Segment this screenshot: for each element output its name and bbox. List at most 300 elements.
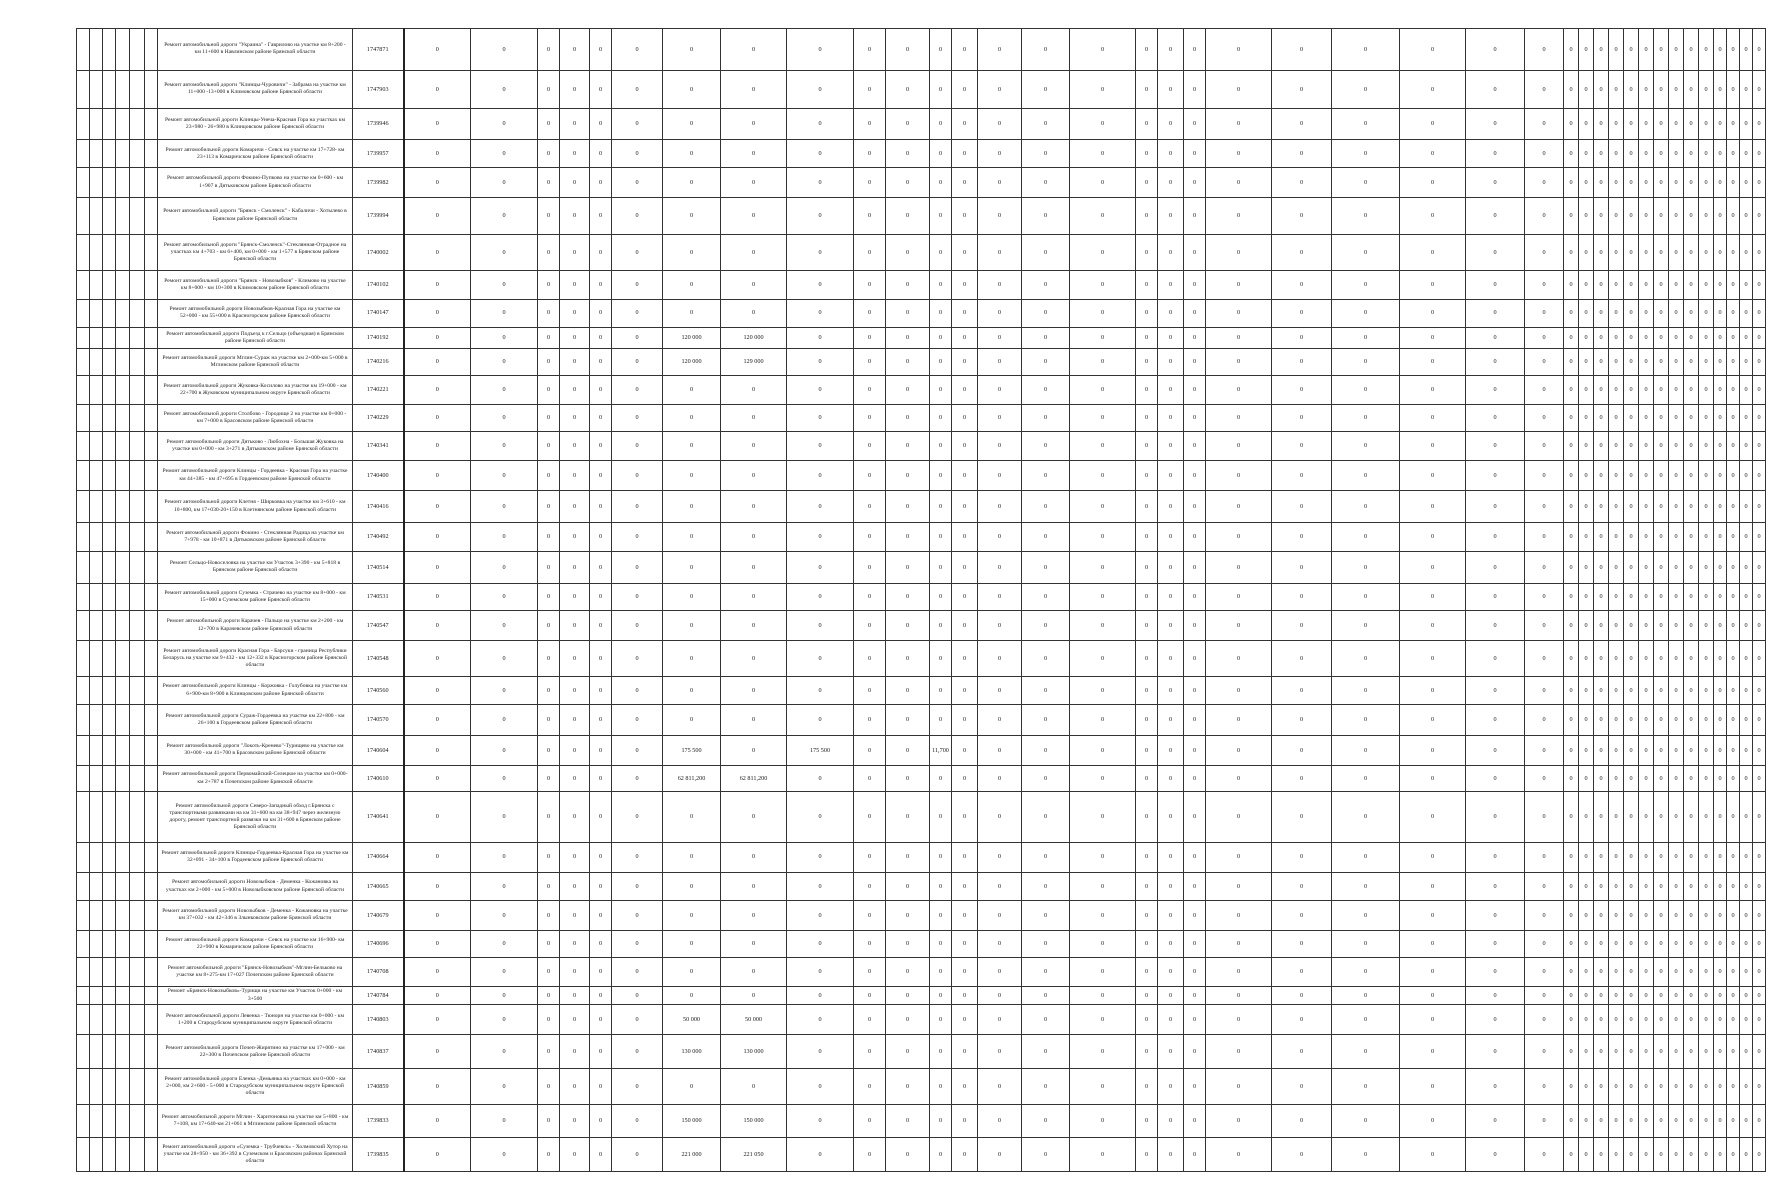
empty-cell [77,610,90,640]
value-cell: 0 [1206,735,1272,765]
value-cell: 0 [1206,197,1272,234]
empty-cell [77,431,90,460]
value-cell: 62 811,200 [663,766,721,792]
value-cell: 0 [1699,676,1714,704]
value-cell: 0 [978,1069,1022,1105]
value-cell: 0 [1753,168,1766,197]
value-cell: 0 [854,987,886,1005]
value-cell: 0 [1654,108,1669,139]
value-cell: 0 [1579,376,1594,405]
value-cell: 0 [404,957,471,986]
value-cell: 0 [1206,901,1272,930]
value-cell: 0 [1400,705,1466,735]
value-cell: 0 [1022,735,1070,765]
value-cell: 0 [1070,583,1136,610]
value-cell: 0 [1272,1104,1332,1138]
empty-cell [90,610,103,640]
value-cell: 0 [663,491,721,522]
value-cell: 0 [1609,234,1624,271]
table-row [77,431,1766,460]
value-cell: 0 [590,29,612,71]
value-cell: 0 [1158,1069,1184,1105]
value-cell: 0 [404,1104,471,1138]
value-cell: 0 [538,792,560,842]
value-cell: 0 [560,299,590,327]
empty-cell [116,1138,130,1172]
value-cell: 0 [471,583,538,610]
empty-cell [103,522,116,551]
value-cell: 0 [1525,552,1564,583]
value-cell: 0 [930,957,952,986]
value-cell: 0 [612,29,663,71]
value-cell: 0 [1564,583,1579,610]
value-cell: 0 [930,792,952,842]
value-cell: 0 [1609,405,1624,431]
value-cell: 0 [1400,987,1466,1005]
value-cell: 0 [404,29,471,71]
value-cell: 0 [663,197,721,234]
value-cell: 0 [1022,431,1070,460]
value-cell: 0 [952,376,978,405]
value-cell: 0 [404,327,471,348]
value-cell: 0 [1699,957,1714,986]
value-cell: 0 [978,1005,1022,1035]
value-cell: 0 [787,70,854,108]
empty-cell [130,641,145,677]
value-cell: 0 [1184,431,1206,460]
value-cell: 0 [1525,735,1564,765]
value-cell: 0 [1714,29,1727,71]
value-cell: 0 [1727,872,1740,900]
value-cell: 0 [1400,168,1466,197]
value-cell: 0 [560,327,590,348]
value-cell: 0 [1466,583,1525,610]
value-cell: 0 [612,901,663,930]
empty-cell [90,705,103,735]
value-cell: 0 [1714,522,1727,551]
empty-cell [116,930,130,957]
value-cell: 0 [1594,376,1609,405]
value-cell: 0 [854,1104,886,1138]
value-cell: 0 [1699,140,1714,168]
value-cell: 0 [1609,792,1624,842]
value-cell: 0 [1525,987,1564,1005]
value-cell: 0 [952,299,978,327]
empty-cell [145,583,158,610]
value-cell: 0 [1184,1035,1206,1069]
value-cell: 0 [1136,583,1158,610]
empty-cell [103,676,116,704]
road-description: Ремонт автомобильной дороги Клинцы-Гордеевка-Красная Гора на участке км 32+091 - 34+100 в Гордеевском районе Брянской области [158,842,353,872]
value-cell: 0 [471,930,538,957]
value-cell: 0 [1184,234,1206,271]
empty-cell [77,376,90,405]
empty-cell [130,271,145,299]
value-cell: 0 [1466,766,1525,792]
value-cell: 0 [886,1138,930,1172]
value-cell: 0 [404,1035,471,1069]
value-cell: 0 [1699,299,1714,327]
value-cell: 0 [1525,197,1564,234]
empty-cell [77,348,90,375]
value-cell: 0 [1609,522,1624,551]
object-code: 1740547 [353,610,404,640]
empty-cell [77,901,90,930]
value-cell: 0 [1624,641,1639,677]
value-cell: 0 [471,872,538,900]
empty-cell [77,705,90,735]
empty-cell [145,197,158,234]
empty-cell [130,197,145,234]
value-cell: 0 [1158,552,1184,583]
value-cell: 0 [663,376,721,405]
value-cell: 0 [1753,234,1766,271]
empty-cell [77,872,90,900]
value-cell: 0 [1699,1005,1714,1035]
value-cell: 0 [978,1035,1022,1069]
object-code: 1739946 [353,108,404,139]
value-cell: 0 [538,957,560,986]
value-cell: 0 [1136,460,1158,490]
value-cell: 0 [1714,610,1727,640]
empty-cell [103,1104,116,1138]
value-cell: 0 [1579,901,1594,930]
value-cell: 0 [978,901,1022,930]
value-cell: 0 [930,491,952,522]
empty-cell [77,1138,90,1172]
value-cell: 0 [787,197,854,234]
empty-cell [103,1005,116,1035]
value-cell: 0 [952,168,978,197]
value-cell: 0 [1564,197,1579,234]
empty-cell [130,792,145,842]
value-cell: 0 [1654,987,1669,1005]
value-cell: 0 [1136,376,1158,405]
value-cell: 0 [721,735,787,765]
value-cell: 0 [1022,376,1070,405]
road-description: Ремонт «Брянск-Новозыбков»-Турищи на участке км Участок 0+000 - км 3+500 [158,987,353,1005]
value-cell: 0 [404,705,471,735]
value-cell: 0 [1684,641,1699,677]
empty-cell [130,405,145,431]
value-cell: 0 [978,271,1022,299]
empty-cell [130,735,145,765]
value-cell: 0 [1332,1035,1400,1069]
value-cell: 0 [1070,987,1136,1005]
value-cell: 0 [1332,491,1400,522]
value-cell: 0 [1624,108,1639,139]
value-cell: 0 [663,460,721,490]
value-cell: 0 [1206,70,1272,108]
value-cell: 0 [404,610,471,640]
value-cell: 0 [538,641,560,677]
value-cell: 130 000 [663,1035,721,1069]
empty-cell [116,1104,130,1138]
value-cell: 0 [1609,168,1624,197]
empty-cell [77,583,90,610]
value-cell: 0 [1639,1104,1654,1138]
value-cell: 0 [1466,1005,1525,1035]
road-description: Ремонт автомобильной дороги Мглин - Харитоновка на участке км 5+800 - км 7+108, км 17+640-км 21+061 в Мглинском районе Брянской области [158,1104,353,1138]
value-cell: 0 [1624,766,1639,792]
value-cell: 0 [1564,168,1579,197]
value-cell: 0 [471,1005,538,1035]
empty-cell [116,522,130,551]
value-cell: 0 [1206,872,1272,900]
value-cell: 0 [1624,552,1639,583]
empty-cell [90,987,103,1005]
value-cell: 0 [1579,930,1594,957]
empty-cell [103,70,116,108]
empty-cell [145,405,158,431]
empty-cell [90,1035,103,1069]
value-cell: 0 [590,108,612,139]
value-cell: 0 [1158,957,1184,986]
empty-cell [103,431,116,460]
value-cell: 0 [590,583,612,610]
value-cell: 0 [1466,140,1525,168]
empty-cell [130,376,145,405]
value-cell: 0 [1699,1138,1714,1172]
value-cell: 0 [1714,930,1727,957]
value-cell: 0 [1158,901,1184,930]
value-cell: 0 [978,842,1022,872]
value-cell: 0 [404,348,471,375]
empty-cell [116,327,130,348]
value-cell: 0 [1070,327,1136,348]
value-cell: 0 [1753,583,1766,610]
empty-cell [90,901,103,930]
value-cell: 0 [590,70,612,108]
road-description: Ремонт автомобильной дороги Столбово - Городище 2 на участке км 0+000 - км 7+000 в Брасовском районе Брянской области [158,405,353,431]
value-cell: 0 [1564,930,1579,957]
value-cell: 0 [1594,405,1609,431]
value-cell: 0 [590,552,612,583]
value-cell: 0 [404,70,471,108]
value-cell: 0 [1609,1005,1624,1035]
empty-cell [145,271,158,299]
value-cell: 0 [1639,930,1654,957]
value-cell: 0 [1684,348,1699,375]
value-cell: 0 [1654,930,1669,957]
value-cell: 0 [1639,327,1654,348]
empty-cell [103,29,116,71]
value-cell: 0 [1579,792,1594,842]
value-cell: 0 [1206,431,1272,460]
value-cell: 0 [1525,957,1564,986]
value-cell: 0 [1654,1104,1669,1138]
value-cell: 0 [1022,705,1070,735]
value-cell: 0 [590,140,612,168]
value-cell: 0 [1070,140,1136,168]
value-cell: 0 [1136,766,1158,792]
value-cell: 0 [1624,431,1639,460]
value-cell: 0 [1624,234,1639,271]
value-cell: 0 [1579,872,1594,900]
value-cell: 0 [1699,376,1714,405]
value-cell: 0 [1272,405,1332,431]
value-cell: 11,700 [930,735,952,765]
value-cell: 0 [1332,1069,1400,1105]
value-cell: 0 [721,234,787,271]
value-cell: 0 [1753,271,1766,299]
value-cell: 0 [886,872,930,900]
value-cell: 0 [663,234,721,271]
value-cell: 0 [560,641,590,677]
empty-cell [90,29,103,71]
empty-cell [116,140,130,168]
value-cell: 0 [1669,842,1684,872]
road-description: Ремонт автомобильной дороги Клинцы-Унеча-Красная Гора на участках км 23+980 - 26+980 в Клинцовском районе Брянской области [158,108,353,139]
value-cell: 0 [560,610,590,640]
value-cell: 0 [978,460,1022,490]
empty-cell [103,376,116,405]
value-cell: 0 [854,234,886,271]
value-cell: 0 [886,460,930,490]
value-cell: 0 [1070,842,1136,872]
value-cell: 0 [854,676,886,704]
value-cell: 0 [978,676,1022,704]
value-cell: 0 [1158,735,1184,765]
value-cell: 0 [590,842,612,872]
value-cell: 0 [1740,108,1753,139]
value-cell: 0 [1184,705,1206,735]
value-cell: 0 [471,29,538,71]
value-cell: 0 [854,460,886,490]
empty-cell [77,792,90,842]
value-cell: 0 [560,705,590,735]
object-code: 1740400 [353,460,404,490]
value-cell: 0 [1136,491,1158,522]
value-cell: 0 [721,299,787,327]
value-cell: 0 [1184,491,1206,522]
value-cell: 0 [1753,987,1766,1005]
empty-cell [90,431,103,460]
value-cell: 0 [1669,108,1684,139]
value-cell: 0 [1740,70,1753,108]
value-cell: 0 [787,872,854,900]
value-cell: 0 [886,327,930,348]
value-cell: 0 [1136,1104,1158,1138]
value-cell: 0 [1466,552,1525,583]
value-cell: 0 [404,197,471,234]
value-cell: 0 [538,327,560,348]
table-row [77,552,1766,583]
value-cell: 0 [560,271,590,299]
value-cell: 0 [612,348,663,375]
value-cell: 0 [721,70,787,108]
value-cell: 0 [1184,583,1206,610]
value-cell: 0 [1669,376,1684,405]
value-cell: 0 [663,108,721,139]
empty-cell [103,234,116,271]
value-cell: 0 [854,641,886,677]
value-cell: 0 [1136,234,1158,271]
value-cell: 0 [952,108,978,139]
value-cell: 0 [1609,676,1624,704]
value-cell: 0 [930,987,952,1005]
value-cell: 0 [1070,197,1136,234]
empty-cell [90,842,103,872]
value-cell: 0 [952,641,978,677]
empty-cell [90,197,103,234]
value-cell: 0 [1740,930,1753,957]
value-cell: 0 [1466,376,1525,405]
value-cell: 0 [1579,552,1594,583]
value-cell: 0 [663,930,721,957]
table-row [77,405,1766,431]
value-cell: 0 [1594,460,1609,490]
empty-cell [145,872,158,900]
empty-cell [90,1104,103,1138]
empty-cell [145,957,158,986]
value-cell: 0 [1654,641,1669,677]
value-cell: 0 [590,901,612,930]
value-cell: 0 [1070,901,1136,930]
value-cell: 0 [1022,872,1070,900]
value-cell: 0 [721,676,787,704]
value-cell: 0 [930,299,952,327]
value-cell: 0 [787,957,854,986]
table-row [77,842,1766,872]
value-cell: 0 [1400,29,1466,71]
empty-cell [90,234,103,271]
value-cell: 0 [1727,792,1740,842]
value-cell: 0 [1206,1069,1272,1105]
value-cell: 0 [1594,766,1609,792]
value-cell: 0 [721,872,787,900]
value-cell: 0 [787,705,854,735]
value-cell: 0 [1699,987,1714,1005]
value-cell: 0 [590,299,612,327]
value-cell: 0 [1564,348,1579,375]
value-cell: 0 [1564,271,1579,299]
empty-cell [130,1138,145,1172]
value-cell: 0 [721,705,787,735]
value-cell: 0 [612,431,663,460]
empty-cell [77,522,90,551]
value-cell: 0 [1624,957,1639,986]
value-cell: 0 [1136,405,1158,431]
table-row [77,610,1766,640]
empty-cell [90,872,103,900]
value-cell: 0 [978,641,1022,677]
value-cell: 0 [1136,735,1158,765]
value-cell: 0 [886,299,930,327]
value-cell: 0 [1272,29,1332,71]
value-cell: 0 [1714,327,1727,348]
value-cell: 0 [1272,610,1332,640]
value-cell: 0 [471,610,538,640]
empty-cell [116,271,130,299]
value-cell: 0 [538,1138,560,1172]
value-cell: 0 [538,197,560,234]
value-cell: 0 [1022,842,1070,872]
road-description: Ремонт автомобильной дороги Фокино-Пупково на участке км 0+600 - км 1+907 в Дятьковском районе Брянской области [158,168,353,197]
value-cell: 120 000 [663,327,721,348]
value-cell: 0 [1136,610,1158,640]
value-cell: 0 [1070,460,1136,490]
empty-cell [145,376,158,405]
value-cell: 0 [404,271,471,299]
value-cell: 0 [1136,676,1158,704]
value-cell: 0 [930,552,952,583]
object-code: 1740837 [353,1035,404,1069]
value-cell: 0 [1727,168,1740,197]
value-cell: 0 [1070,676,1136,704]
empty-cell [90,1005,103,1035]
value-cell: 0 [1699,842,1714,872]
